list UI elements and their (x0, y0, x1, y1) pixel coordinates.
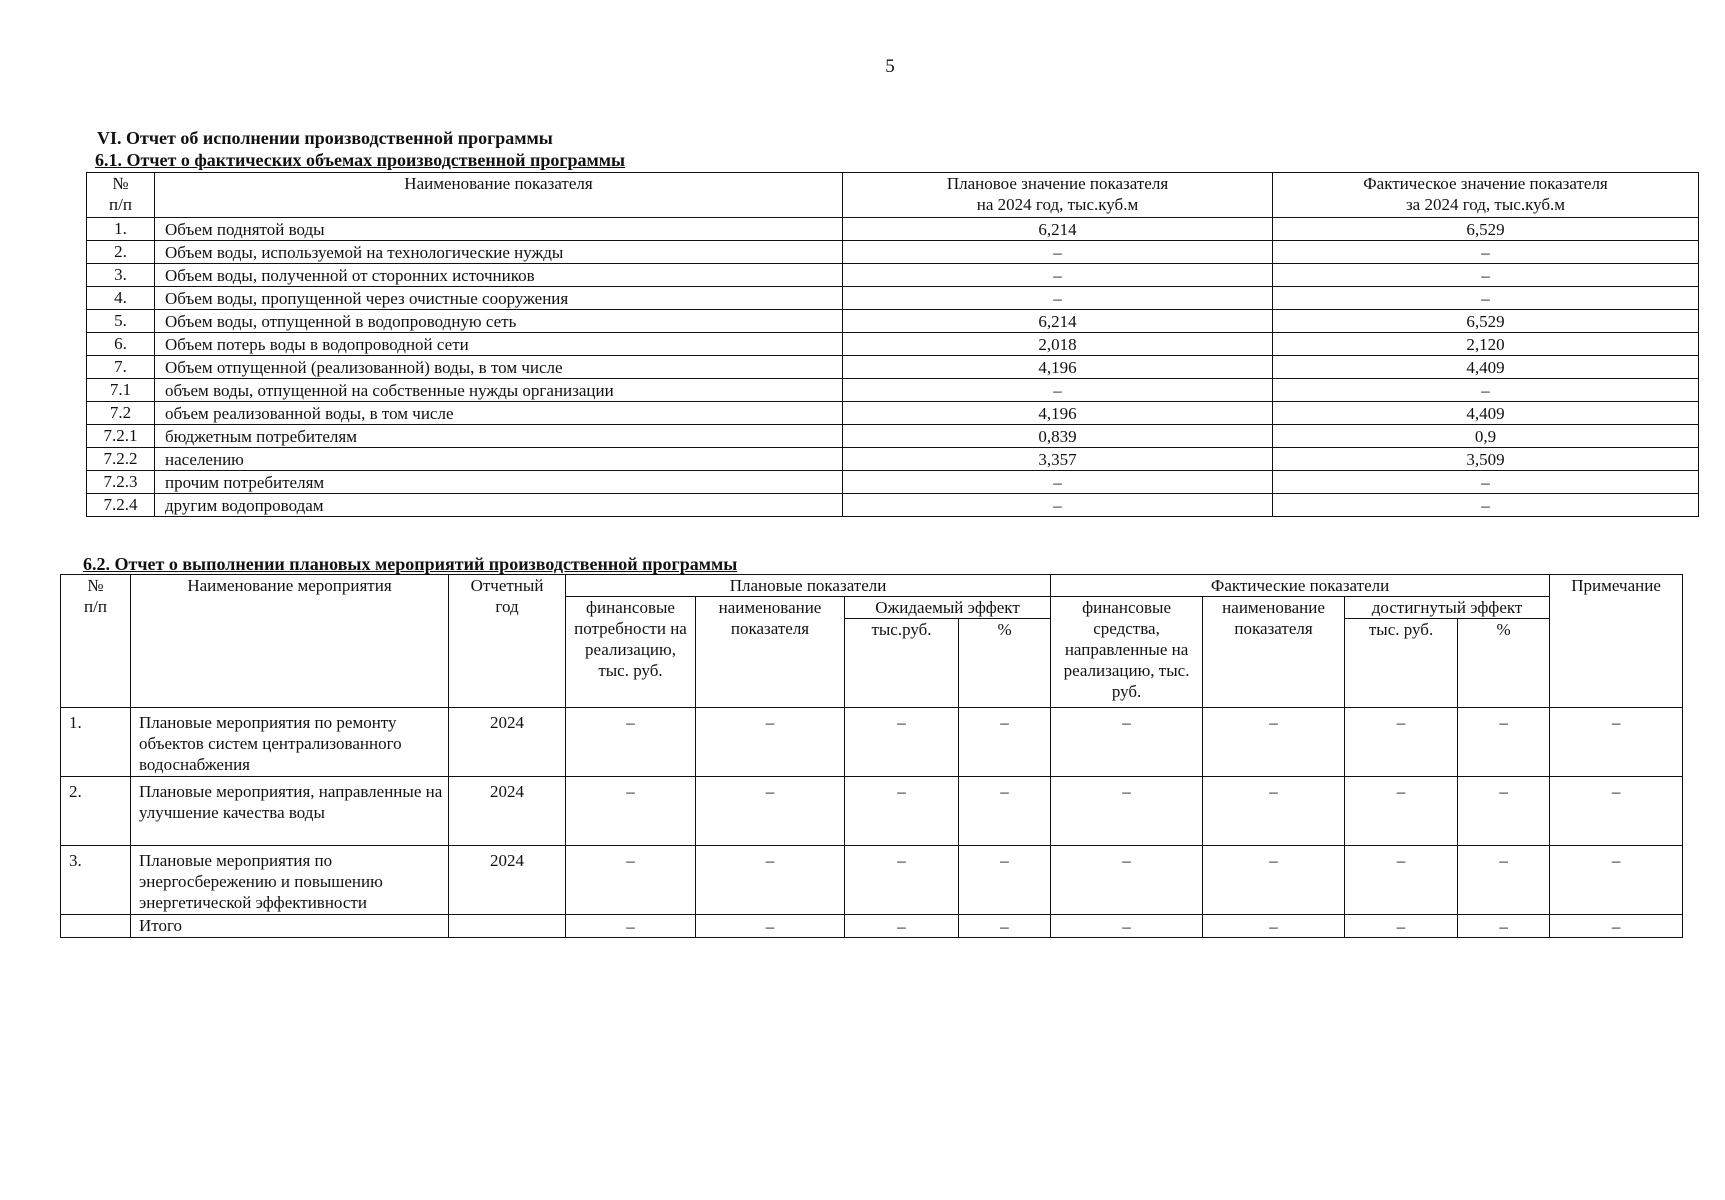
row-fact-value: – (1273, 471, 1699, 494)
row-num: 2. (87, 241, 155, 264)
plan-indicator-cell: – (696, 708, 845, 777)
header-thousand-rub-fact: тыс. руб. (1345, 619, 1458, 708)
fact-effect-rub-cell: – (1345, 777, 1458, 846)
row-plan-value: – (843, 471, 1273, 494)
row-fact-value: 6,529 (1273, 218, 1699, 241)
row-name: Объем воды, используемой на технологические нужды (155, 241, 843, 264)
row-year: 2024 (449, 846, 566, 915)
row-fact-value: 4,409 (1273, 402, 1699, 425)
row-plan-value: 6,214 (843, 310, 1273, 333)
row-year: 2024 (449, 777, 566, 846)
header-plan-line1: Плановое значение показателя (946, 174, 1169, 193)
row-year: 2024 (449, 708, 566, 777)
total-plan-effect-rub-cell: – (845, 915, 959, 938)
total-plan-indicator-cell: – (696, 915, 845, 938)
table-row (61, 777, 1683, 846)
row-fact-value: 2,120 (1273, 333, 1699, 356)
header-num-line1: № (112, 174, 129, 193)
note-cell: – (1550, 708, 1683, 777)
row-fact-value: – (1273, 287, 1699, 310)
header-note: Примечание (1550, 575, 1683, 708)
row-plan-value: – (843, 379, 1273, 402)
row-plan-value: 3,357 (843, 448, 1273, 471)
row-num: 7.2.1 (87, 425, 155, 448)
header-num-line2: п/п (109, 195, 132, 214)
row-measure-name: Плановые мероприятия по ремонту объектов систем централизованного водоснабжения (131, 708, 449, 777)
row-fact-value: – (1273, 241, 1699, 264)
row-name: другим водопроводам (155, 494, 843, 517)
row-fact-value: 0,9 (1273, 425, 1699, 448)
row-measure-name: Плановые мероприятия по энергосбережению и повышению энергетической эффективности (131, 846, 449, 915)
plan-indicator-cell: – (696, 846, 845, 915)
row-plan-value: 4,196 (843, 356, 1273, 379)
row-name: Объем поднятой воды (155, 218, 843, 241)
row-fact-value: 4,409 (1273, 356, 1699, 379)
fact-effect-rub-cell: – (1345, 846, 1458, 915)
row-num: 7.2.2 (87, 448, 155, 471)
plan-fin-cell: – (566, 777, 696, 846)
table-row (87, 218, 1699, 241)
planned-measures-table (60, 574, 1683, 938)
table-row (87, 471, 1699, 494)
table-row (87, 402, 1699, 425)
plan-effect-rub-cell: – (845, 777, 959, 846)
table1-body (87, 218, 1699, 517)
plan-indicator-cell: – (696, 777, 845, 846)
header-num (61, 575, 131, 708)
total-fact-effect-percent-cell: – (1458, 915, 1550, 938)
header-expected-effect: Ожидаемый эффект (845, 597, 1051, 619)
table2-title: 6.2. Отчет о выполнении плановых мероприятий производственной программы (83, 554, 738, 574)
row-name: Объем потерь воды в водопроводной сети (155, 333, 843, 356)
header-planned: Плановые показатели (566, 575, 1051, 597)
header-percent-fact: % (1458, 619, 1550, 708)
table-row (87, 356, 1699, 379)
fact-fin-cell: – (1051, 846, 1203, 915)
plan-effect-rub-cell: – (845, 846, 959, 915)
fact-indicator-cell: – (1203, 846, 1345, 915)
header-name: Наименование показателя (155, 173, 843, 218)
row-name: бюджетным потребителям (155, 425, 843, 448)
row-plan-value: 4,196 (843, 402, 1273, 425)
row-name: Объем воды, пропущенной через очистные сооружения (155, 287, 843, 310)
plan-effect-percent-cell: – (959, 777, 1051, 846)
header-percent-plan: % (959, 619, 1051, 708)
row-plan-value: 0,839 (843, 425, 1273, 448)
table-row (87, 425, 1699, 448)
header-fact (1273, 173, 1699, 218)
row-num: 2. (61, 777, 131, 846)
table-row (87, 264, 1699, 287)
header-fact-line2: за 2024 год, тыс.куб.м (1405, 195, 1566, 214)
row-num: 7.2.3 (87, 471, 155, 494)
total-note-cell: – (1550, 915, 1683, 938)
row-name: населению (155, 448, 843, 471)
row-plan-value: – (843, 264, 1273, 287)
row-num: 7.2 (87, 402, 155, 425)
fact-fin-cell: – (1051, 708, 1203, 777)
row-num: 6. (87, 333, 155, 356)
row-num: 7.1 (87, 379, 155, 402)
fact-effect-rub-cell: – (1345, 708, 1458, 777)
row-num: 1. (87, 218, 155, 241)
row-plan-value: – (843, 494, 1273, 517)
table-row (87, 379, 1699, 402)
header-num (87, 173, 155, 218)
row-plan-value: – (843, 287, 1273, 310)
row-plan-value: 2,018 (843, 333, 1273, 356)
fact-effect-percent-cell: – (1458, 708, 1550, 777)
row-num: 7.2.4 (87, 494, 155, 517)
total-fact-effect-rub-cell: – (1345, 915, 1458, 938)
fact-indicator-cell: – (1203, 777, 1345, 846)
table-row (87, 241, 1699, 264)
row-name: объем реализованной воды, в том числе (155, 402, 843, 425)
header-year (449, 575, 566, 708)
total-fact-fin-cell: – (1051, 915, 1203, 938)
table-row (61, 708, 1683, 777)
row-num: 7. (87, 356, 155, 379)
header-year-line2: год (495, 597, 519, 616)
total-label: Итого (131, 915, 449, 938)
header-num-line2: п/п (84, 597, 107, 616)
row-num: 5. (87, 310, 155, 333)
page-number: 5 (885, 56, 895, 77)
header-plan-fin: финансовые потребности на реализацию, тыс. руб. (566, 597, 696, 708)
row-num: 4. (87, 287, 155, 310)
header-measure-name: Наименование мероприятия (131, 575, 449, 708)
total-year-cell (449, 915, 566, 938)
header-plan-indicator: наименование показателя (696, 597, 845, 708)
row-plan-value: – (843, 241, 1273, 264)
row-fact-value: – (1273, 264, 1699, 287)
total-row (61, 915, 1683, 938)
total-plan-fin-cell: – (566, 915, 696, 938)
row-plan-value: 6,214 (843, 218, 1273, 241)
row-measure-name: Плановые мероприятия, направленные на улучшение качества воды (131, 777, 449, 846)
fact-fin-cell: – (1051, 777, 1203, 846)
header-actual: Фактические показатели (1051, 575, 1550, 597)
fact-indicator-cell: – (1203, 708, 1345, 777)
row-fact-value: 6,529 (1273, 310, 1699, 333)
row-num: 3. (61, 846, 131, 915)
plan-fin-cell: – (566, 708, 696, 777)
fact-effect-percent-cell: – (1458, 846, 1550, 915)
header-plan-line2: на 2024 год, тыс.куб.м (976, 195, 1139, 214)
row-name: Объем отпущенной (реализованной) воды, в том числе (155, 356, 843, 379)
header-year-line1: Отчетный (470, 576, 544, 595)
total-fact-indicator-cell: – (1203, 915, 1345, 938)
note-cell: – (1550, 846, 1683, 915)
table-header-row (61, 575, 1683, 597)
row-fact-value: 3,509 (1273, 448, 1699, 471)
row-num: 1. (61, 708, 131, 777)
total-num-cell (61, 915, 131, 938)
row-fact-value: – (1273, 494, 1699, 517)
row-name: Объем воды, полученной от сторонних источников (155, 264, 843, 287)
row-name: Объем воды, отпущенной в водопроводную сеть (155, 310, 843, 333)
table-row (61, 846, 1683, 915)
header-plan (843, 173, 1273, 218)
header-fact-indicator: наименование показателя (1203, 597, 1345, 708)
plan-effect-percent-cell: – (959, 846, 1051, 915)
section-title: VI. Отчет об исполнении производственной программы (97, 128, 553, 148)
header-fact-line1: Фактическое значение показателя (1363, 174, 1608, 193)
table-header-row (87, 173, 1699, 218)
table-row (87, 333, 1699, 356)
note-cell: – (1550, 777, 1683, 846)
table1-title: 6.1. Отчет о фактических объемах производственной программы (95, 150, 626, 170)
table-row (87, 448, 1699, 471)
row-fact-value: – (1273, 379, 1699, 402)
plan-effect-percent-cell: – (959, 708, 1051, 777)
table-row (87, 287, 1699, 310)
total-plan-effect-percent-cell: – (959, 915, 1051, 938)
fact-effect-percent-cell: – (1458, 777, 1550, 846)
plan-effect-rub-cell: – (845, 708, 959, 777)
table2-body (61, 708, 1683, 938)
row-num: 3. (87, 264, 155, 287)
row-name: объем воды, отпущенной на собственные нужды организации (155, 379, 843, 402)
plan-fin-cell: – (566, 846, 696, 915)
header-fact-fin: финансовые средства, направленные на реализацию, тыс. руб. (1051, 597, 1203, 708)
table-row (87, 494, 1699, 517)
header-thousand-rub-plan: тыс.руб. (845, 619, 959, 708)
header-num-line1: № (87, 576, 104, 595)
table-row (87, 310, 1699, 333)
row-name: прочим потребителям (155, 471, 843, 494)
header-achieved-effect: достигнутый эффект (1345, 597, 1550, 619)
production-volumes-table (86, 172, 1699, 517)
